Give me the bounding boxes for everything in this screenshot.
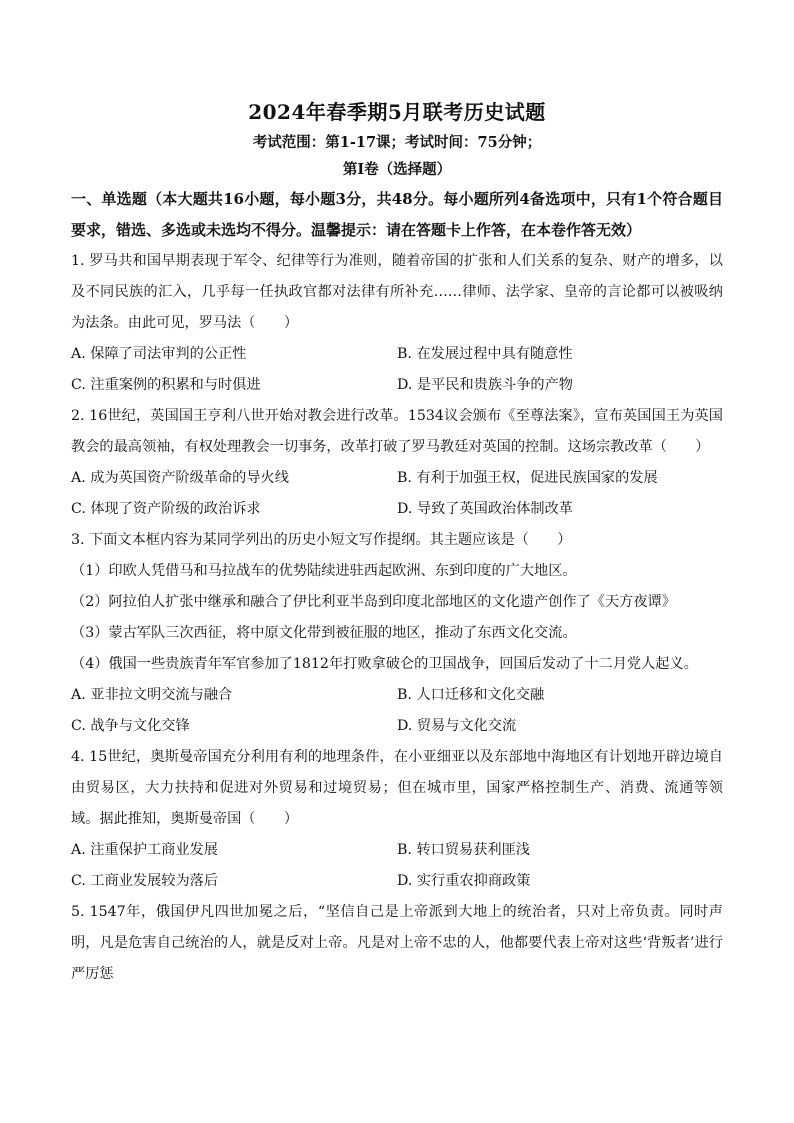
question-5 (71, 897, 723, 990)
outline-item: （3）蒙古军队三次西征，将中原文化带到被征服的地区，推动了东西文化交流。 (71, 625, 577, 641)
question-stem: 1. 罗马共和国早期表现于军令、纪律等行为准则，随着帝国的扩张和人们关系的复杂、财产的增多，以及不同民族的汇入，几乎每一任执政官都对法律有所补充……律师、法学家、皇帝的言论都可以被吸纳为法条。由此可见，罗马法（ ） (71, 253, 723, 331)
exam-subtitle: 考试范围：第1-17课；考试时间：75分钟； (252, 134, 542, 151)
option-b: B. 在发展过程中具有随意性 (397, 346, 573, 362)
option-b: B. 有利于加强王权，促进民族国家的发展 (397, 470, 658, 486)
option-c: C. 注重案例的积累和与时俱进 (71, 377, 261, 393)
option-c: C. 体现了资产阶级的政治诉求 (71, 501, 261, 517)
option-d: D. 贸易与文化交流 (397, 718, 517, 734)
section-heading: 一、单选题（本大题共16小题，每小题3分，共48分。每小题所列4备选项中，只有1个符合题目要求，错选、多选或未选均不得分。温馨提示：请在答题卡上作答，在本卷作答无效） (71, 190, 723, 239)
outline-item: （2）阿拉伯人扩张中继承和融合了伊比利亚半岛到印度北部地区的文化遗产创作了《天方夜谭》 (71, 594, 676, 610)
question-3 (71, 525, 723, 742)
option-b: B. 转口贸易获利匪浅 (397, 842, 530, 858)
exam-title: 2024年春季期5月联考历史试题 (248, 100, 546, 124)
option-a: A. 成为英国资产阶级革命的导火线 (71, 470, 289, 486)
question-4 (71, 742, 723, 897)
option-grid (71, 680, 723, 742)
option-grid (71, 835, 723, 897)
option-a: A. 注重保护工商业发展 (71, 842, 218, 858)
option-grid (71, 463, 723, 525)
exam-page (71, 98, 723, 990)
question-stem: 4. 15世纪，奥斯曼帝国充分利用有利的地理条件，在小亚细亚以及东部地中海地区有计划地开辟边境自由贸易区，大力扶持和促进对外贸易和过境贸易；但在城市里，国家严格控制生产、消费、流通等领域。据此推知，奥斯曼帝国（ ） (71, 749, 723, 827)
option-a: A. 保障了司法审判的公正性 (71, 346, 247, 362)
question-stem: 3. 下面文本框内容为某同学列出的历史小短文写作提纲。其主题应该是（ ） (71, 532, 572, 548)
option-d: D. 实行重农抑商政策 (397, 873, 531, 889)
outline-item: （1）印欧人凭借马和马拉战车的优势陆续进驻西起欧洲、东到印度的广大地区。 (71, 563, 577, 579)
option-a: A. 亚非拉文明交流与融合 (71, 687, 233, 703)
option-d: D. 是平民和贵族斗争的产物 (397, 377, 573, 393)
question-stem: 5. 1547年，俄国伊凡四世加冕之后，“坚信自己是上帝派到大地上的统治者，只对上帝负责。同时声明，凡是危害自己统治的人，就是反对上帝。凡是对上帝不忠的人，他都要代表上帝对这些‘背叛者’进行严厉惩 (71, 904, 723, 982)
option-c: C. 工商业发展较为落后 (71, 873, 219, 889)
option-b: B. 人口迁移和文化交融 (397, 687, 545, 703)
question-stem: 2. 16世纪，英国国王亨利八世开始对教会进行改革。1534议会颁布《至尊法案》，宣布英国国王为英国教会的最高领袖，有权处理教会一切事务，改革打破了罗马教廷对英国的控制。这场宗教改革（ ） (71, 408, 723, 455)
outline-item: （4）俄国一些贵族青年军官参加了1812年打败拿破仑的卫国战争，回国后发动了十二月党人起义。 (71, 656, 698, 672)
question-2 (71, 401, 723, 525)
question-1 (71, 246, 723, 401)
option-grid (71, 339, 723, 401)
volume-heading: 第Ⅰ卷（选择题） (342, 161, 452, 178)
option-d: D. 导致了英国政治体制改革 (397, 501, 573, 517)
option-c: C. 战争与文化交锋 (71, 718, 190, 734)
